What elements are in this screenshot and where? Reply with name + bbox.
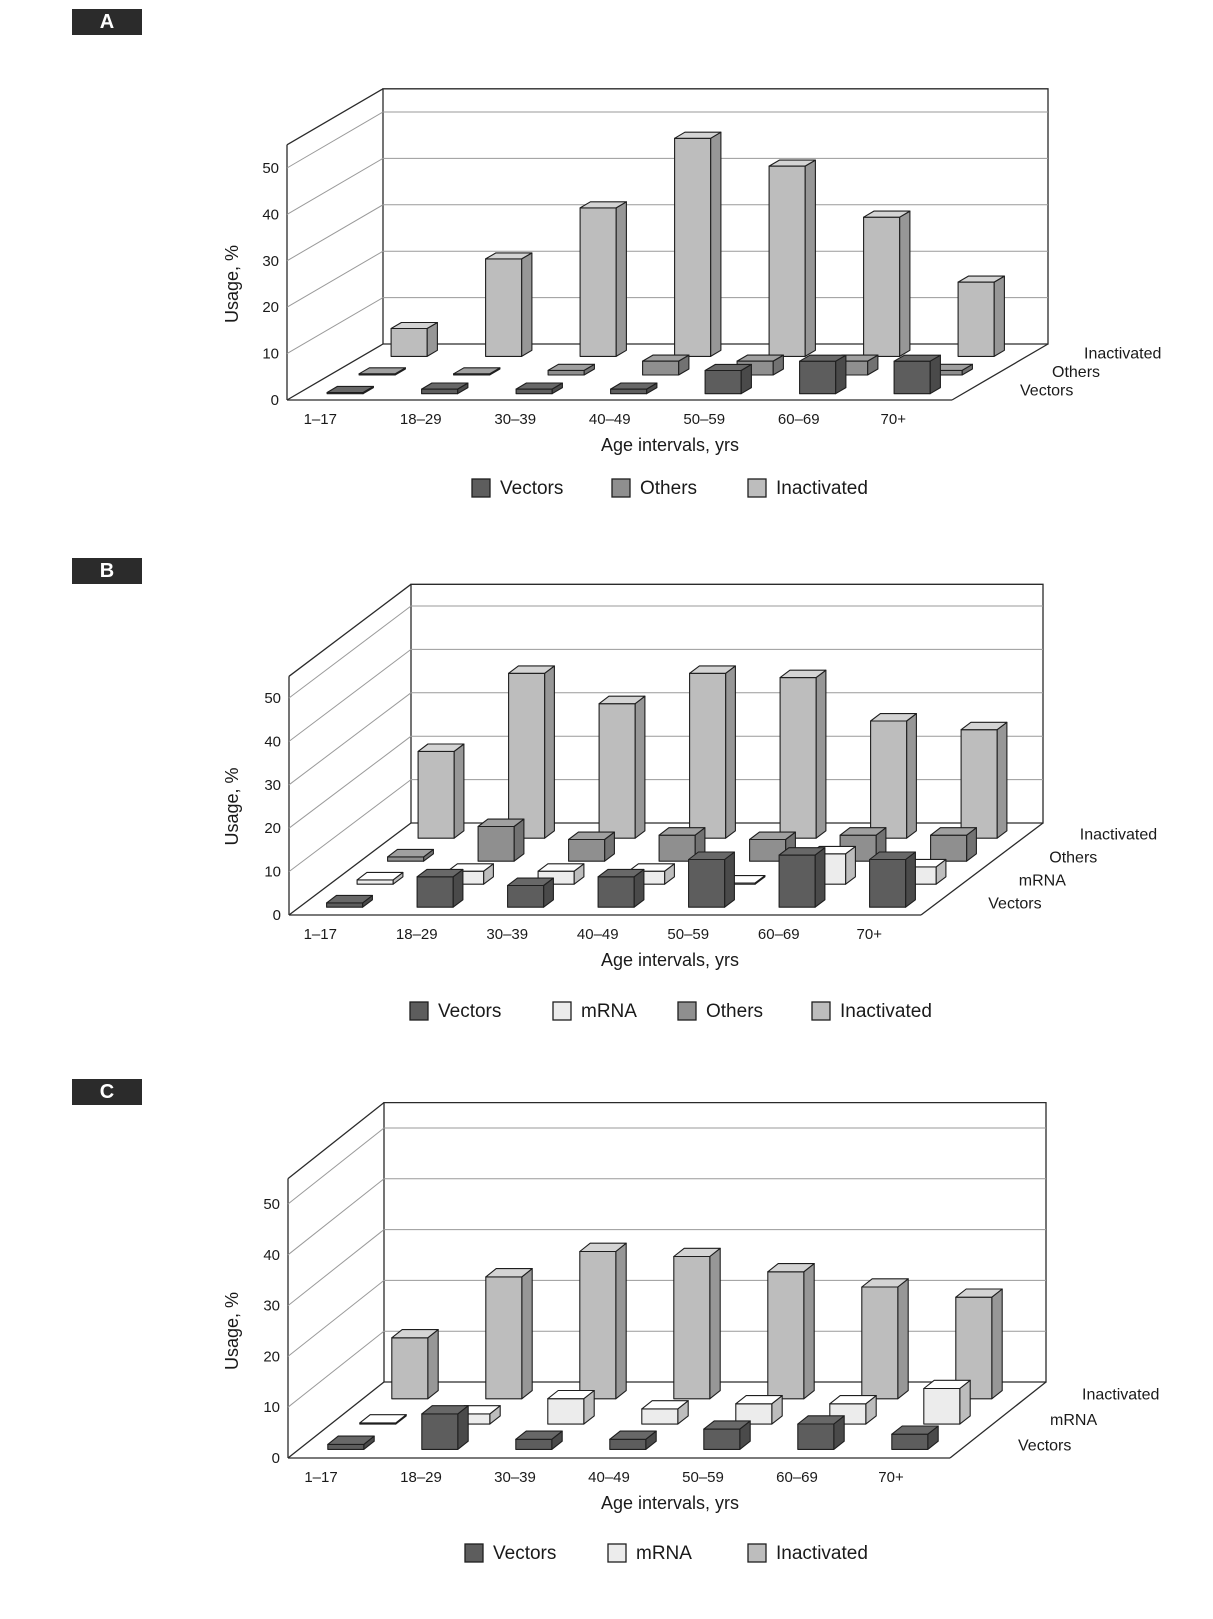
- bar-side: [804, 1264, 814, 1399]
- x-tick-label: 40–49: [588, 1469, 630, 1486]
- bar-front: [548, 370, 584, 375]
- bar-side: [545, 666, 555, 838]
- bar-front: [643, 361, 679, 375]
- bar-vectors-1: [422, 383, 468, 394]
- chart-panel-c: [0, 1079, 1213, 1619]
- legend-swatch-vectors: [472, 479, 490, 497]
- x-tick-label: 30–39: [486, 926, 529, 943]
- legend-swatch-inactivated: [812, 1002, 830, 1020]
- bar-front: [894, 361, 930, 394]
- bar-front: [569, 840, 605, 862]
- legend-swatch-mrna: [553, 1002, 571, 1020]
- bar-side: [907, 714, 917, 839]
- bar-side: [994, 276, 1004, 356]
- bar-front: [508, 886, 544, 908]
- legend-label-mrna: mRNA: [636, 1543, 692, 1564]
- legend-label-inactivated: Inactivated: [840, 1001, 932, 1022]
- bar-front: [871, 721, 907, 838]
- x-tick-label: 60–69: [776, 1469, 818, 1486]
- bar-others-1: [478, 819, 524, 861]
- bar-mrna-4: [736, 1396, 782, 1425]
- gridline: [287, 298, 383, 354]
- bar-front: [659, 835, 695, 861]
- y-tick-label: 30: [264, 776, 281, 794]
- bar-vectors-4: [704, 1421, 750, 1450]
- bar-front: [516, 389, 552, 394]
- y-tick-label: 0: [271, 1450, 280, 1467]
- y-tick-label: 30: [263, 1297, 280, 1315]
- gridline: [289, 693, 411, 785]
- depth-label-vectors: Vectors: [1020, 382, 1074, 400]
- bar-front: [690, 673, 726, 838]
- bar-side: [816, 670, 826, 838]
- x-tick-label: 50–59: [683, 411, 726, 428]
- bar-vectors-0: [327, 386, 373, 393]
- bar-front: [516, 1439, 552, 1449]
- y-axis-label: Usage, %: [222, 767, 242, 846]
- y-tick-label: 20: [262, 299, 279, 317]
- y-tick-label: 30: [262, 252, 279, 270]
- bar-inactivated-1: [486, 1269, 532, 1399]
- legend-swatch-inactivated: [748, 1544, 766, 1562]
- bar-vectors-5: [798, 1416, 844, 1450]
- bar-side: [616, 1243, 626, 1399]
- bar-front: [800, 361, 836, 394]
- bar-inactivated-0: [391, 323, 437, 357]
- x-tick-label: 50–59: [667, 926, 710, 943]
- legend-label-vectors: Vectors: [438, 1001, 502, 1022]
- y-tick-label: 50: [264, 690, 281, 707]
- bar-mrna-6: [924, 1380, 970, 1424]
- bar-side: [616, 202, 626, 357]
- bar-vectors-1: [422, 1406, 468, 1450]
- legend-swatch-vectors: [465, 1544, 483, 1562]
- bar-mrna-0: [360, 1415, 406, 1424]
- gridline: [288, 1331, 384, 1407]
- panel-label: B: [72, 558, 142, 584]
- bar-front: [798, 1424, 834, 1449]
- bar-inactivated-3: [675, 132, 721, 356]
- bar-front: [486, 259, 522, 357]
- x-tick-label: 18–29: [399, 411, 442, 428]
- legend-swatch-others: [678, 1002, 696, 1020]
- bar-others-1: [454, 368, 500, 375]
- bar-vectors-6: [892, 1426, 938, 1449]
- chart-b: [0, 558, 1213, 1038]
- bar-inactivated-4: [769, 160, 815, 356]
- y-axis-label: Usage, %: [222, 244, 242, 324]
- depth-label-inactivated: Inactivated: [1084, 345, 1162, 363]
- bar-front: [418, 751, 454, 838]
- bar-side: [805, 160, 815, 356]
- x-tick-label: 70+: [856, 926, 882, 943]
- bar-front: [705, 371, 741, 394]
- bar-front: [961, 730, 997, 839]
- x-tick-label: 30–39: [494, 411, 537, 428]
- chart-panel-a: [0, 9, 1213, 549]
- x-tick-label: 60–69: [777, 411, 820, 428]
- bar-inactivated-3: [674, 1248, 720, 1399]
- depth-label-others: Others: [1052, 364, 1101, 381]
- bar-side: [725, 852, 735, 907]
- y-tick-label: 20: [264, 820, 281, 838]
- chart-c: [0, 1079, 1213, 1599]
- y-tick-label: 40: [264, 733, 281, 751]
- bar-inactivated-6: [958, 276, 1004, 356]
- depth-label-vectors: Vectors: [1018, 1437, 1072, 1455]
- bar-vectors-1: [417, 869, 463, 907]
- bar-side: [906, 852, 916, 907]
- bar-inactivated-2: [580, 1243, 626, 1399]
- bar-front: [422, 389, 458, 394]
- bar-front: [580, 208, 616, 357]
- x-tick-label: 1–17: [304, 1469, 338, 1486]
- bar-front: [892, 1434, 928, 1449]
- y-tick-label: 20: [263, 1348, 280, 1366]
- x-tick-label: 50–59: [682, 1469, 724, 1486]
- bar-vectors-3: [610, 1431, 656, 1449]
- x-tick-label: 40–49: [588, 411, 631, 428]
- bar-side: [836, 355, 846, 394]
- bar-front: [328, 1444, 364, 1449]
- bar-front: [391, 329, 427, 357]
- gridline: [288, 1230, 384, 1306]
- gridline: [287, 205, 383, 261]
- panel-label: C: [72, 1079, 142, 1105]
- bar-front: [610, 1439, 646, 1449]
- bar-front: [704, 1429, 740, 1449]
- x-tick-label: 18–29: [395, 926, 438, 943]
- gridline: [289, 736, 411, 828]
- x-tick-label: 1–17: [303, 926, 337, 943]
- bar-front: [422, 1414, 458, 1450]
- legend-label-inactivated: Inactivated: [776, 478, 868, 499]
- gridline: [288, 1280, 384, 1356]
- y-tick-label: 10: [264, 863, 281, 881]
- bar-front: [958, 282, 994, 356]
- bar-front: [611, 389, 647, 394]
- legend-label-inactivated: Inactivated: [776, 1543, 868, 1564]
- bar-front: [780, 678, 816, 839]
- bar-front: [598, 877, 634, 907]
- bar-vectors-3: [598, 869, 644, 907]
- bar-front: [357, 880, 393, 884]
- legend-label-vectors: Vectors: [500, 478, 564, 499]
- bar-vectors-4: [705, 364, 751, 393]
- bar-front: [509, 673, 545, 838]
- bar-vectors-5: [800, 355, 846, 394]
- bar-front: [388, 857, 424, 861]
- bar-front: [642, 1409, 678, 1424]
- gridline: [289, 606, 411, 698]
- bar-inactivated-0: [418, 744, 464, 838]
- bar-inactivated-2: [580, 202, 626, 357]
- bar-side: [711, 132, 721, 356]
- bar-side: [992, 1289, 1002, 1399]
- bar-others-2: [569, 832, 615, 861]
- gridline: [288, 1128, 384, 1204]
- panel-label: A: [72, 9, 142, 35]
- bar-side: [428, 1330, 438, 1399]
- bar-mrna-0: [357, 872, 403, 884]
- bar-front: [864, 217, 900, 356]
- legend-label-others: Others: [640, 478, 698, 499]
- bar-side: [454, 744, 464, 838]
- bar-others-3: [643, 355, 689, 375]
- x-axis-label: Age intervals, yrs: [600, 1493, 740, 1513]
- gridline: [287, 158, 383, 214]
- depth-label-mrna: mRNA: [1050, 1412, 1098, 1429]
- legend-swatch-vectors: [410, 1002, 428, 1020]
- bar-front: [674, 1257, 710, 1399]
- bar-front: [580, 1252, 616, 1399]
- bar-front: [768, 1272, 804, 1399]
- depth-label-mrna: mRNA: [1018, 872, 1066, 890]
- bar-vectors-3: [611, 383, 657, 394]
- bar-side: [710, 1248, 720, 1399]
- bar-inactivated-3: [690, 666, 736, 838]
- bar-front: [862, 1287, 898, 1399]
- bar-side: [815, 848, 825, 908]
- bar-inactivated-4: [768, 1264, 814, 1399]
- bar-side: [898, 1279, 908, 1399]
- gridline: [287, 251, 383, 307]
- x-tick-label: 70+: [880, 411, 906, 428]
- legend-label-others: Others: [706, 1001, 764, 1022]
- bar-vectors-5: [779, 848, 825, 908]
- y-tick-label: 10: [263, 1399, 280, 1417]
- x-axis-label: Age intervals, yrs: [600, 435, 740, 455]
- bar-front: [779, 855, 815, 907]
- bar-front: [870, 860, 906, 908]
- bar-front: [548, 1399, 584, 1424]
- bar-front: [417, 877, 453, 907]
- bar-others-0: [359, 368, 405, 375]
- bar-inactivated-5: [864, 211, 910, 356]
- bar-front: [924, 1389, 960, 1425]
- bar-vectors-0: [328, 1436, 374, 1449]
- bar-side: [726, 666, 736, 838]
- x-tick-label: 1–17: [303, 411, 337, 428]
- chart-a: [0, 9, 1213, 549]
- x-tick-label: 18–29: [400, 1469, 442, 1486]
- bar-front: [392, 1338, 428, 1399]
- chart-panel-b: [0, 558, 1213, 1098]
- y-tick-label: 40: [263, 1246, 280, 1264]
- bar-front: [931, 835, 967, 861]
- bar-vectors-2: [508, 878, 554, 907]
- depth-label-inactivated: Inactivated: [1082, 1386, 1160, 1404]
- y-tick-label: 50: [262, 160, 279, 177]
- legend-swatch-mrna: [608, 1544, 626, 1562]
- bar-vectors-6: [894, 355, 940, 394]
- x-tick-label: 30–39: [494, 1469, 536, 1486]
- bar-side: [900, 211, 910, 356]
- y-tick-label: 0: [270, 392, 279, 409]
- bar-mrna-3: [642, 1401, 688, 1424]
- bar-inactivated-1: [509, 666, 555, 838]
- legend-swatch-inactivated: [748, 479, 766, 497]
- x-tick-label: 70+: [878, 1469, 904, 1486]
- left-wall-top-edge: [287, 89, 383, 145]
- bar-mrna-2: [548, 1391, 594, 1425]
- y-tick-label: 10: [262, 345, 279, 363]
- bar-inactivated-5: [862, 1279, 908, 1399]
- bar-others-6: [931, 828, 977, 862]
- bar-front: [478, 827, 514, 862]
- bar-others-2: [548, 364, 594, 375]
- bar-side: [635, 696, 645, 838]
- bar-front: [599, 704, 635, 839]
- bar-side: [522, 1269, 532, 1399]
- legend-swatch-others: [612, 479, 630, 497]
- depth-label-vectors: Vectors: [988, 895, 1042, 913]
- bar-others-0: [388, 849, 434, 861]
- bar-inactivated-0: [392, 1330, 438, 1399]
- bar-vectors-0: [327, 895, 373, 907]
- bar-front: [486, 1277, 522, 1399]
- left-wall-top-edge: [289, 584, 411, 676]
- bar-inactivated-4: [780, 670, 826, 838]
- legend-label-mrna: mRNA: [581, 1001, 637, 1022]
- bar-front: [689, 860, 725, 908]
- bar-front: [769, 166, 805, 356]
- x-tick-label: 60–69: [757, 926, 800, 943]
- gridline: [288, 1179, 384, 1255]
- bar-inactivated-5: [871, 714, 917, 839]
- bar-side: [522, 253, 532, 357]
- gridline: [287, 112, 383, 168]
- bar-vectors-6: [870, 852, 916, 907]
- bar-inactivated-2: [599, 696, 645, 838]
- x-tick-label: 40–49: [576, 926, 619, 943]
- y-tick-label: 40: [262, 206, 279, 224]
- bar-vectors-4: [689, 852, 735, 907]
- bar-vectors-2: [516, 383, 562, 394]
- bar-inactivated-6: [961, 722, 1007, 838]
- y-axis-label: Usage, %: [222, 1291, 242, 1371]
- left-wall-top-edge: [288, 1103, 384, 1179]
- bar-front: [675, 138, 711, 356]
- depth-label-others: Others: [1049, 849, 1098, 867]
- legend-label-vectors: Vectors: [493, 1543, 557, 1564]
- depth-label-inactivated: Inactivated: [1079, 826, 1158, 844]
- bar-front: [327, 903, 363, 907]
- bar-inactivated-1: [486, 253, 532, 357]
- y-tick-label: 50: [263, 1196, 280, 1213]
- y-tick-label: 0: [272, 907, 281, 924]
- x-axis-label: Age intervals, yrs: [600, 950, 740, 970]
- bar-side: [930, 355, 940, 394]
- bar-side: [997, 722, 1007, 838]
- bar-vectors-2: [516, 1431, 562, 1449]
